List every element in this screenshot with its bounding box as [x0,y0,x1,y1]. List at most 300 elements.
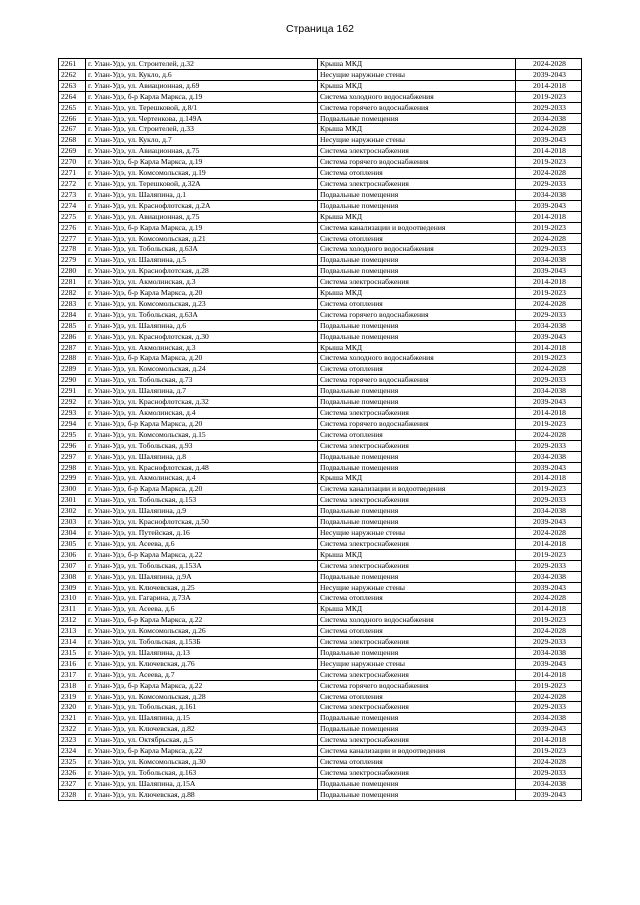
building-system-cell: Подвальные помещения [318,189,516,200]
address-cell: г. Улан-Удэ, ул. Ключевская, д.88 [86,789,318,800]
period-cell: 2029-2033 [516,560,582,571]
building-system-cell: Система электроснабжения [318,146,516,157]
address-cell: г. Улан-Удэ, ул. Ключевская, д.82 [86,724,318,735]
row-number: 2327 [59,778,86,789]
row-number: 2288 [59,353,86,364]
table-row [59,342,582,353]
period-cell: 2039-2043 [516,397,582,408]
period-cell: 2029-2033 [516,702,582,713]
building-system-cell: Подвальные помещения [318,571,516,582]
building-system-cell: Крыша МКД [318,604,516,615]
address-cell: г. Улан-Удэ, б-р Карла Маркса, д.19 [86,222,318,233]
address-cell: г. Улан-Удэ, ул. Шаляпина, д.6 [86,320,318,331]
row-number: 2302 [59,506,86,517]
building-system-cell: Система холодного водоснабжения [318,353,516,364]
period-cell: 2039-2043 [516,135,582,146]
period-cell: 2019-2023 [516,157,582,168]
row-number: 2319 [59,691,86,702]
period-cell: 2029-2033 [516,440,582,451]
building-system-cell: Система отопления [318,626,516,637]
row-number: 2269 [59,146,86,157]
building-system-cell: Система электроснабжения [318,277,516,288]
period-cell: 2034-2038 [516,571,582,582]
table-row [59,571,582,582]
period-cell: 2034-2038 [516,113,582,124]
address-cell: г. Улан-Удэ, ул. Краснофлотская, д.30 [86,331,318,342]
table-row [59,735,582,746]
row-number: 2304 [59,527,86,538]
building-system-cell: Система холодного водоснабжения [318,91,516,102]
address-cell: г. Улан-Удэ, ул. Тобольская, д.63А [86,244,318,255]
building-system-cell: Подвальные помещения [318,506,516,517]
period-cell: 2029-2033 [516,767,582,778]
period-cell: 2029-2033 [516,178,582,189]
building-system-cell: Крыша МКД [318,549,516,560]
building-system-cell: Подвальные помещения [318,462,516,473]
row-number: 2291 [59,386,86,397]
address-cell: г. Улан-Удэ, ул. Комсомольская, д.15 [86,429,318,440]
table-row [59,724,582,735]
row-number: 2315 [59,647,86,658]
table-row [59,168,582,179]
table-row [59,320,582,331]
period-cell: 2024-2028 [516,626,582,637]
row-number: 2297 [59,451,86,462]
address-cell: г. Улан-Удэ, б-р Карла Маркса, д.20 [86,418,318,429]
row-number: 2301 [59,495,86,506]
table-row [59,757,582,768]
address-cell: г. Улан-Удэ, ул. Шаляпина, д.5 [86,255,318,266]
table-row [59,517,582,528]
row-number: 2311 [59,604,86,615]
building-system-cell: Подвальные помещения [318,724,516,735]
table-row [59,582,582,593]
row-number: 2298 [59,462,86,473]
address-cell: г. Улан-Удэ, б-р Карла Маркса, д.22 [86,680,318,691]
table-row [59,69,582,80]
row-number: 2310 [59,593,86,604]
building-system-cell: Система горячего водоснабжения [318,680,516,691]
address-cell: г. Улан-Удэ, ул. Краснофлотская, д.32 [86,397,318,408]
row-number: 2328 [59,789,86,800]
building-system-cell: Крыша МКД [318,288,516,299]
row-number: 2278 [59,244,86,255]
row-number: 2296 [59,440,86,451]
row-number: 2264 [59,91,86,102]
address-cell: г. Улан-Удэ, ул. Тобольская, д.93 [86,440,318,451]
table-row [59,408,582,419]
building-system-cell: Крыша МКД [318,80,516,91]
table-row [59,298,582,309]
table-row [59,451,582,462]
table-row [59,549,582,560]
table-row [59,288,582,299]
row-number: 2300 [59,484,86,495]
address-cell: г. Улан-Удэ, ул. Акмолинская, д.3 [86,277,318,288]
period-cell: 2039-2043 [516,582,582,593]
row-number: 2309 [59,582,86,593]
address-cell: г. Улан-Удэ, ул. Авиационная, д.69 [86,80,318,91]
building-system-cell: Система электроснабжения [318,702,516,713]
address-cell: г. Улан-Удэ, ул. Комсомольская, д.21 [86,233,318,244]
building-system-cell: Несущие наружные стены [318,69,516,80]
address-cell: г. Улан-Удэ, ул. Авиационная, д.75 [86,146,318,157]
address-cell: г. Улан-Удэ, ул. Кукло, д.7 [86,135,318,146]
period-cell: 2019-2023 [516,549,582,560]
table-row [59,626,582,637]
address-cell: г. Улан-Удэ, ул. Октябрьская, д.5 [86,735,318,746]
table-row [59,713,582,724]
table-row [59,211,582,222]
address-cell: г. Улан-Удэ, ул. Комсомольская, д.23 [86,298,318,309]
row-number: 2308 [59,571,86,582]
address-cell: г. Улан-Удэ, ул. Акмолинская, д.4 [86,408,318,419]
period-cell: 2014-2018 [516,211,582,222]
row-number: 2271 [59,168,86,179]
address-cell: г. Улан-Удэ, б-р Карла Маркса, д.22 [86,615,318,626]
period-cell: 2019-2023 [516,91,582,102]
period-cell: 2029-2033 [516,309,582,320]
address-cell: г. Улан-Удэ, ул. Краснофлотская, д.28 [86,266,318,277]
period-cell: 2039-2043 [516,658,582,669]
row-number: 2299 [59,473,86,484]
table-row [59,189,582,200]
building-system-cell: Подвальные помещения [318,451,516,462]
table-row [59,135,582,146]
address-cell: г. Улан-Удэ, ул. Акмолинская, д.3 [86,342,318,353]
table-row [59,637,582,648]
row-number: 2286 [59,331,86,342]
row-number: 2285 [59,320,86,331]
building-system-cell: Система отопления [318,593,516,604]
row-number: 2274 [59,200,86,211]
table-row [59,538,582,549]
address-cell: г. Улан-Удэ, ул. Тобольская, д.153 [86,495,318,506]
table-row [59,113,582,124]
table-row [59,440,582,451]
period-cell: 2039-2043 [516,517,582,528]
row-number: 2321 [59,713,86,724]
table-row [59,615,582,626]
period-cell: 2024-2028 [516,593,582,604]
address-cell: г. Улан-Удэ, ул. Тобольская, д.73 [86,375,318,386]
address-cell: г. Улан-Удэ, ул. Строителей, д.33 [86,124,318,135]
building-system-cell: Подвальные помещения [318,517,516,528]
table-row [59,102,582,113]
row-number: 2273 [59,189,86,200]
row-number: 2283 [59,298,86,309]
table-row [59,233,582,244]
period-cell: 2039-2043 [516,462,582,473]
building-system-cell: Система горячего водоснабжения [318,418,516,429]
period-cell: 2029-2033 [516,102,582,113]
building-system-cell: Несущие наружные стены [318,527,516,538]
row-number: 2290 [59,375,86,386]
table-row [59,746,582,757]
address-cell: г. Улан-Удэ, ул. Чертенкова, д.149А [86,113,318,124]
building-system-cell: Подвальные помещения [318,778,516,789]
period-cell: 2024-2028 [516,691,582,702]
table-row [59,397,582,408]
building-system-cell: Система отопления [318,364,516,375]
table-row [59,244,582,255]
table-row [59,789,582,800]
row-number: 2268 [59,135,86,146]
period-cell: 2014-2018 [516,277,582,288]
table-row [59,473,582,484]
building-system-cell: Крыша МКД [318,473,516,484]
table-row [59,680,582,691]
period-cell: 2024-2028 [516,233,582,244]
address-cell: г. Улан-Удэ, ул. Терешковой, д.32А [86,178,318,189]
table-row [59,255,582,266]
period-cell: 2024-2028 [516,364,582,375]
period-cell: 2039-2043 [516,266,582,277]
table-row [59,778,582,789]
building-system-cell: Крыша МКД [318,59,516,70]
address-cell: г. Улан-Удэ, ул. Тобольская, д.63А [86,309,318,320]
building-system-cell: Подвальные помещения [318,789,516,800]
row-number: 2313 [59,626,86,637]
row-number: 2303 [59,517,86,528]
building-system-cell: Подвальные помещения [318,647,516,658]
table-row [59,691,582,702]
address-cell: г. Улан-Удэ, ул. Комсомольская, д.30 [86,757,318,768]
address-cell: г. Улан-Удэ, ул. Шаляпина, д.8 [86,451,318,462]
row-number: 2282 [59,288,86,299]
building-system-cell: Система электроснабжения [318,538,516,549]
address-cell: г. Улан-Удэ, ул. Акмолинская, д.4 [86,473,318,484]
table-row [59,593,582,604]
building-system-cell: Система электроснабжения [318,178,516,189]
building-system-cell: Система канализации и водоотведения [318,484,516,495]
address-cell: г. Улан-Удэ, б-р Карла Маркса, д.22 [86,746,318,757]
period-cell: 2024-2028 [516,298,582,309]
table-row [59,200,582,211]
period-cell: 2034-2038 [516,386,582,397]
row-number: 2306 [59,549,86,560]
table-row [59,331,582,342]
building-system-cell: Система горячего водоснабжения [318,157,516,168]
table-body [59,59,582,801]
address-cell: г. Улан-Удэ, ул. Гагарина, д.73А [86,593,318,604]
period-cell: 2024-2028 [516,59,582,70]
period-cell: 2029-2033 [516,375,582,386]
building-system-cell: Крыша МКД [318,211,516,222]
row-number: 2284 [59,309,86,320]
period-cell: 2034-2038 [516,778,582,789]
row-number: 2261 [59,59,86,70]
address-cell: г. Улан-Удэ, ул. Ключевская, д.25 [86,582,318,593]
address-cell: г. Улан-Удэ, б-р Карла Маркса, д.20 [86,353,318,364]
row-number: 2276 [59,222,86,233]
period-cell: 2029-2033 [516,244,582,255]
address-cell: г. Улан-Удэ, ул. Асеева, д.6 [86,538,318,549]
table-row [59,59,582,70]
address-cell: г. Улан-Удэ, ул. Авиационная, д.75 [86,211,318,222]
page-title: Страница 162 [285,23,355,35]
period-cell: 2019-2023 [516,746,582,757]
address-cell: г. Улан-Удэ, ул. Комсомольская, д.26 [86,626,318,637]
row-number: 2279 [59,255,86,266]
period-cell: 2014-2018 [516,473,582,484]
table-row [59,386,582,397]
address-cell: г. Улан-Удэ, ул. Комсомольская, д.28 [86,691,318,702]
building-system-cell: Система электроснабжения [318,495,516,506]
address-cell: г. Улан-Удэ, ул. Путейская, д.16 [86,527,318,538]
period-cell: 2034-2038 [516,506,582,517]
period-cell: 2014-2018 [516,342,582,353]
address-cell: г. Улан-Удэ, ул. Асеева, д.6 [86,604,318,615]
period-cell: 2019-2023 [516,680,582,691]
period-cell: 2019-2023 [516,288,582,299]
table-row [59,495,582,506]
repair-schedule-table [58,58,582,801]
table-row [59,418,582,429]
row-number: 2272 [59,178,86,189]
building-system-cell: Система отопления [318,168,516,179]
period-cell: 2024-2028 [516,168,582,179]
address-cell: г. Улан-Удэ, ул. Тобольская, д.153А [86,560,318,571]
building-system-cell: Подвальные помещения [318,266,516,277]
address-cell: г. Улан-Удэ, ул. Шаляпина, д.15 [86,713,318,724]
period-cell: 2034-2038 [516,451,582,462]
period-cell: 2034-2038 [516,255,582,266]
building-system-cell: Крыша МКД [318,342,516,353]
period-cell: 2019-2023 [516,615,582,626]
building-system-cell: Система электроснабжения [318,735,516,746]
table-row [59,506,582,517]
address-cell: г. Улан-Удэ, ул. Краснофлотская, д.50 [86,517,318,528]
row-number: 2262 [59,69,86,80]
row-number: 2289 [59,364,86,375]
building-system-cell: Система горячего водоснабжения [318,375,516,386]
table-row [59,669,582,680]
table-row [59,604,582,615]
building-system-cell: Подвальные помещения [318,320,516,331]
building-system-cell: Система холодного водоснабжения [318,244,516,255]
building-system-cell: Система электроснабжения [318,637,516,648]
table-row [59,527,582,538]
row-number: 2281 [59,277,86,288]
address-cell: г. Улан-Удэ, ул. Терешковой, д.8/1 [86,102,318,113]
table-row [59,462,582,473]
period-cell: 2014-2018 [516,538,582,549]
row-number: 2280 [59,266,86,277]
row-number: 2326 [59,767,86,778]
building-system-cell: Система горячего водоснабжения [318,309,516,320]
period-cell: 2039-2043 [516,724,582,735]
address-cell: г. Улан-Удэ, б-р Карла Маркса, д.20 [86,484,318,495]
table-row [59,124,582,135]
table-row [59,767,582,778]
row-number: 2312 [59,615,86,626]
building-system-cell: Система холодного водоснабжения [318,615,516,626]
period-cell: 2014-2018 [516,408,582,419]
address-cell: г. Улан-Удэ, б-р Карла Маркса, д.19 [86,91,318,102]
row-number: 2292 [59,397,86,408]
table-row [59,80,582,91]
address-cell: г. Улан-Удэ, ул. Асеева, д.7 [86,669,318,680]
period-cell: 2034-2038 [516,320,582,331]
table-row [59,266,582,277]
row-number: 2320 [59,702,86,713]
address-cell: г. Улан-Удэ, ул. Шаляпина, д.13 [86,647,318,658]
building-system-cell: Подвальные помещения [318,386,516,397]
period-cell: 2014-2018 [516,604,582,615]
building-system-cell: Несущие наружные стены [318,135,516,146]
period-cell: 2039-2043 [516,331,582,342]
address-cell: г. Улан-Удэ, ул. Краснофлотская, д.48 [86,462,318,473]
building-system-cell: Подвальные помещения [318,397,516,408]
row-number: 2293 [59,408,86,419]
address-cell: г. Улан-Удэ, ул. Комсомольская, д.19 [86,168,318,179]
table-row [59,309,582,320]
building-system-cell: Крыша МКД [318,124,516,135]
table-row [59,375,582,386]
table-row [59,178,582,189]
building-system-cell: Система электроснабжения [318,669,516,680]
row-number: 2265 [59,102,86,113]
period-cell: 2019-2023 [516,353,582,364]
address-cell: г. Улан-Удэ, ул. Ключевская, д.76 [86,658,318,669]
building-system-cell: Система отопления [318,757,516,768]
address-cell: г. Улан-Удэ, ул. Кукло, д.6 [86,69,318,80]
building-system-cell: Система электроснабжения [318,440,516,451]
period-cell: 2034-2038 [516,189,582,200]
row-number: 2275 [59,211,86,222]
table-row [59,277,582,288]
table-row [59,222,582,233]
building-system-cell: Несущие наружные стены [318,658,516,669]
address-cell: г. Улан-Удэ, б-р Карла Маркса, д.22 [86,549,318,560]
address-cell: г. Улан-Удэ, ул. Тобольская, д.163 [86,767,318,778]
row-number: 2266 [59,113,86,124]
building-system-cell: Подвальные помещения [318,331,516,342]
row-number: 2317 [59,669,86,680]
building-system-cell: Система горячего водоснабжения [318,102,516,113]
table-row [59,658,582,669]
period-cell: 2014-2018 [516,146,582,157]
period-cell: 2014-2018 [516,80,582,91]
address-cell: г. Улан-Удэ, ул. Шаляпина, д.7 [86,386,318,397]
row-number: 2294 [59,418,86,429]
address-cell: г. Улан-Удэ, б-р Карла Маркса, д.20 [86,288,318,299]
row-number: 2323 [59,735,86,746]
period-cell: 2024-2028 [516,124,582,135]
address-cell: г. Улан-Удэ, б-р Карла Маркса, д.19 [86,157,318,168]
period-cell: 2039-2043 [516,200,582,211]
row-number: 2270 [59,157,86,168]
building-system-cell: Система отопления [318,233,516,244]
table-row [59,702,582,713]
period-cell: 2024-2028 [516,429,582,440]
period-cell: 2034-2038 [516,713,582,724]
building-system-cell: Система отопления [318,298,516,309]
row-number: 2287 [59,342,86,353]
address-cell: г. Улан-Удэ, ул. Строителей, д.32 [86,59,318,70]
row-number: 2307 [59,560,86,571]
table-row [59,353,582,364]
building-system-cell: Система канализации и водоотведения [318,222,516,233]
period-cell: 2014-2018 [516,669,582,680]
building-system-cell: Несущие наружные стены [318,582,516,593]
table-row [59,364,582,375]
address-cell: г. Улан-Удэ, ул. Краснофлотская, д.2А [86,200,318,211]
address-cell: г. Улан-Удэ, ул. Шаляпина, д.9А [86,571,318,582]
address-cell: г. Улан-Удэ, ул. Комсомольская, д.24 [86,364,318,375]
period-cell: 2019-2023 [516,222,582,233]
